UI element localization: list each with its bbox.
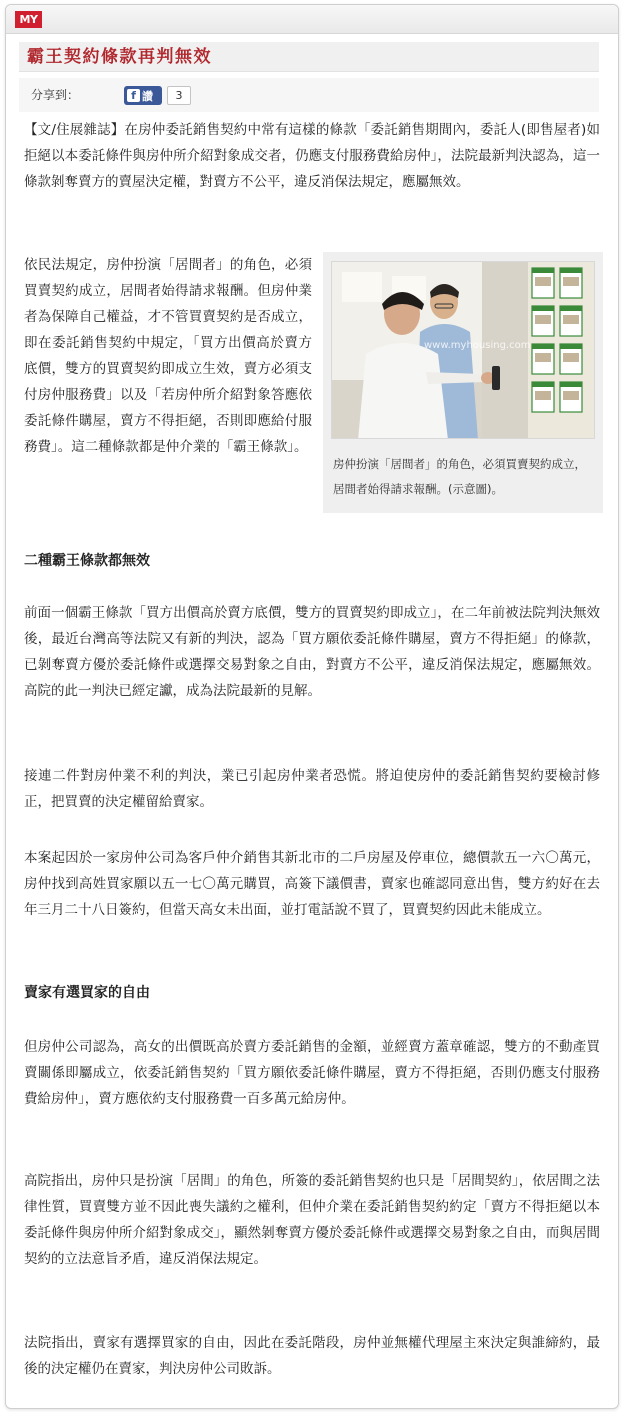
figure-caption: 房仲扮演「居間者」的角色，必須買賣契約成立，居間者始得請求報酬。(示意圖)。 [333,457,586,496]
section-heading-both-invalid: 二種霸王條款都無效 [24,553,150,569]
like-count: 3 [167,86,191,105]
photo-watermark: www.myhousing.com [424,340,531,351]
paragraph-verdict: 法院指出，賣家有選擇買家的自由，因此在委託階段，房仲並無權代理屋主來決定與誰締約，最後的決定權仍在賣家，判決房仲公司敗訴。 [24,1335,600,1377]
top-bar [6,5,618,34]
share-label: 分享到： [31,88,80,102]
paragraph-intro: 【文/住展雜誌】在房仲委託銷售契約中常有這樣的條款「委託銷售期間內，委託人(即售屋者)如拒絕以本委託條件與房仲所介紹對象成交者，仍應支付服務費給房仲」，法院最新判決認為，這一條款剝奪賣方的賣屋決定權，對賣方不公平，違反消保法規定，應屬無效。 [24,122,600,190]
agents-photo [331,261,595,439]
paragraph-civil-law: 依民法規定，房仲扮演「居間者」的角色，必須買賣契約成立，居間者始得請求報酬。但房仲業者為保障自己權益，才不管買賣契約是否成立，即在委託銷售契約中規定，「買方出價高於賣方底價，雙方的買賣契約即成立生效，賣方必須支付房仲服務費」以及「若房仲所介紹對象答應依委託條件購屋，賣方不得拒絕，否則即應給付服務費」。這二種條款都是仲介業的「霸王條款」。 [24,257,312,455]
paragraph-court-reasoning: 高院指出，房仲只是扮演「居間」的角色，所簽的委託銷售契約也只是「居間契約」，依居間之法律性質，買賣雙方並不因此喪失議約之權利，但仲介業在委託銷售契約約定「賣方不得拒絕以本委託條件與房仲所介紹對象成交」，顯然剝奪賣方優於委託條件或選擇交易對象之自由，而與居間契約的立法意旨矛盾，違反消保法規定。 [24,1173,600,1267]
article-title: 霸王契約條款再判無效 [27,47,212,67]
paragraph-industry-panic: 接連二件對房仲業不利的判決，業已引起房仲業者恐慌。將迫使房仲的委託銷售契約要檢討修正，把買賣的決定權留給賣家。 [24,768,600,810]
share-bar [19,78,599,112]
site-logo[interactable]: MY [15,11,42,28]
paragraph-high-court: 前面一個霸王條款「買方出價高於賣方底價，雙方的買賣契約即成立」，在二年前被法院判決無效後，最近台灣高等法院又有新的判決，認為「買方願依委託條件購屋，賣方不得拒絕」的條款，已剝奪賣方優於委託條件或選擇交易對象之自由，對賣方不公平，違反消保法規定，應屬無效。高院的此一判決已經定讞，成為法院最新的見解。 [24,605,600,699]
facebook-like-button[interactable] [124,86,162,105]
paragraph-agency-claim: 但房仲公司認為，高女的出價既高於賣方委託銷售的金額，並經賣方蓋章確認，雙方的不動產買賣關係即屬成立，依委託銷售契約「買方願依委託條件購屋，賣方不得拒絕，否則仍應支付服務費給房仲」，賣方應依約支付服務費一百多萬元給房仲。 [24,1039,600,1107]
facebook-like-label: 讚 [142,89,153,103]
title-bar [19,42,599,72]
article-figure [323,252,603,513]
section-heading-seller-freedom: 賣家有選買家的自由 [24,985,150,1001]
paragraph-case-origin: 本案起因於一家房仲公司為客戶仲介銷售其新北市的二戶房屋及停車位，總價款五一六〇萬元，房仲找到高姓買家願以五一七〇萬元購買，高簽下議價書，賣家也確認同意出售，雙方約好在去年三月二十八日簽約，但當天高女未出面，並打電話說不買了，買賣契約因此未能成立。 [24,850,600,918]
facebook-icon: f [127,89,140,102]
